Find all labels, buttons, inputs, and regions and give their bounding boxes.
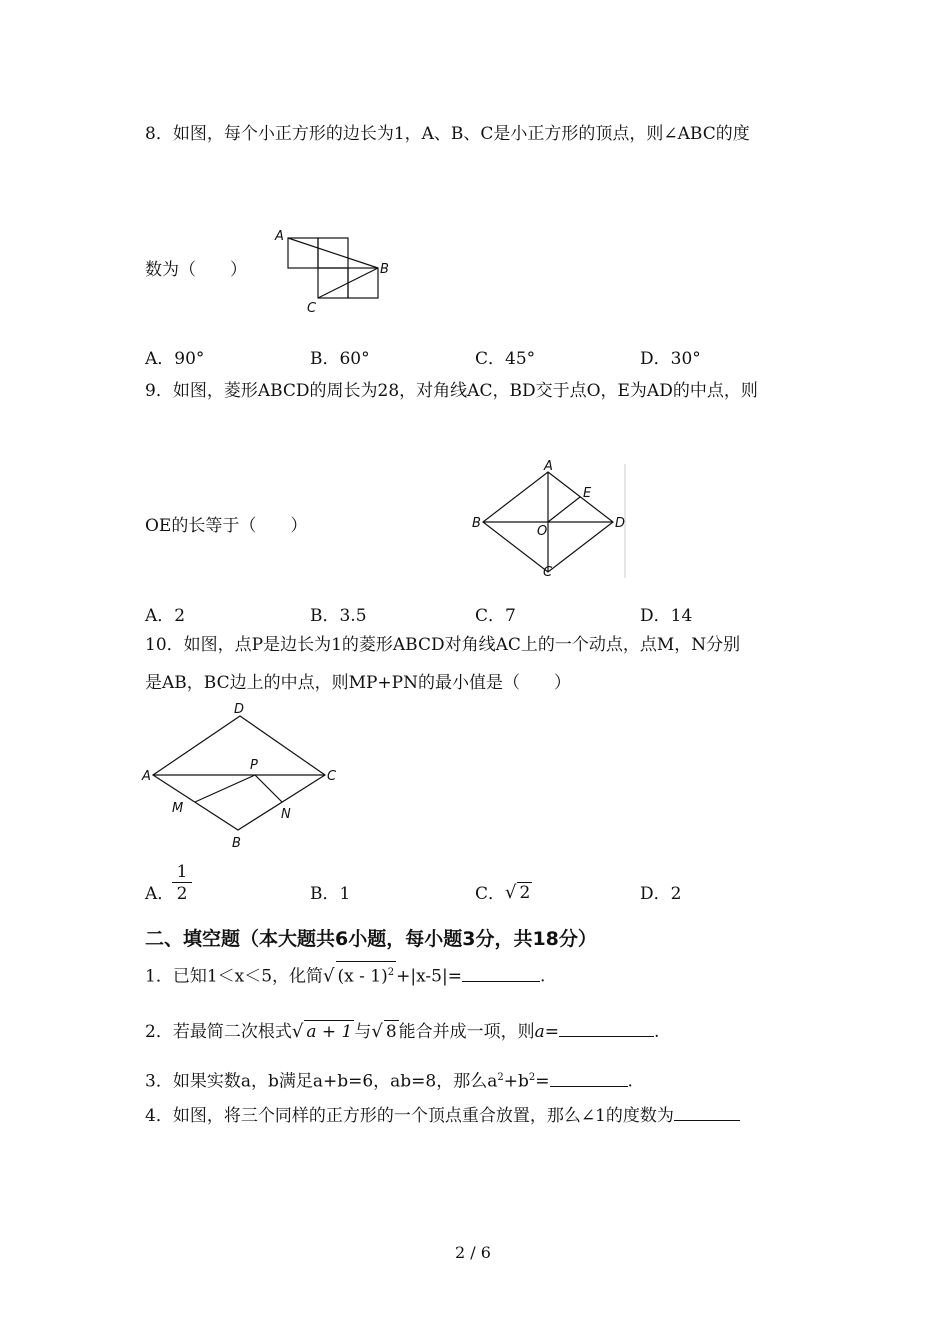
fraction-numerator: 1 (172, 862, 192, 883)
q9-option-b: B．3.5 (310, 606, 367, 626)
fill1-end: . (539, 966, 546, 987)
q10-label-b: B (232, 836, 241, 851)
q8-grid-figure (270, 226, 390, 316)
fill3-mid: +b (503, 1071, 529, 1092)
fill2-radicand-1: a + 1 (306, 1022, 353, 1042)
q10-option-c-prefix: C． (475, 884, 506, 904)
fill1-radicand: (x - 1)$^2$ (336, 961, 397, 988)
q9-label-c: C (543, 565, 553, 580)
fill1-exponent: 2 (387, 967, 395, 978)
radicand: 2 (519, 883, 531, 903)
q8-text-line1: 8．如图，每个小正方形的边长为1，A、B、C是小正方形的顶点，则∠ABC的度 (145, 124, 750, 144)
fill3-sup1: 2 (497, 1072, 504, 1083)
q8-label-c: C (307, 301, 317, 316)
q10-text-line1: 10．如图，点P是边长为1的菱形ABCD对角线AC上的一个动点，点M，N分别 (145, 635, 741, 655)
q9-label-e: E (583, 486, 592, 501)
radical-sign-icon: √ (505, 882, 517, 903)
fill1-line (145, 961, 545, 988)
q8-label-a: A (275, 229, 284, 244)
q8-text-line2: 数为（ ） (145, 260, 247, 280)
fill2-line (145, 1020, 659, 1043)
q10-label-a: A (142, 769, 151, 784)
q9-label-b: B (472, 516, 481, 531)
page-number: 2 / 6 (455, 1243, 491, 1262)
q9-option-a: A．2 (145, 606, 186, 626)
q10-rhombus-figure (140, 700, 350, 850)
fill1-suffix: +|x-5|= (396, 966, 462, 987)
fill1-prefix: 1．已知1＜x＜5，化简 (145, 966, 324, 987)
fill3-eq: = (535, 1071, 550, 1092)
fill2-mid: 与 (354, 1022, 372, 1042)
fill2-eq: = (544, 1022, 560, 1042)
q10-label-d: D (234, 702, 245, 717)
q9-text-line1: 9．如图，菱形ABCD的周长为28，对角线AC，BD交于点O，E为AD的中点，则 (145, 381, 758, 401)
q9-label-a: A (544, 459, 553, 474)
fill3-end: . (627, 1071, 633, 1092)
q9-option-d: D．14 (640, 606, 693, 626)
q10-option-a-fraction (172, 862, 192, 905)
fill2-prefix: 2．若最简二次根式 (145, 1022, 292, 1042)
radical-sign-icon: √ (291, 1021, 304, 1042)
radical-sign-icon: √ (323, 965, 335, 987)
q10-option-c-sqrt (505, 882, 532, 903)
q9-label-d: D (615, 516, 626, 531)
fill2-after: 能合并成一项，则 (398, 1022, 535, 1042)
q10-option-d: D．2 (640, 884, 682, 904)
fill4-text: 4．如图，将三个同样的正方形的一个顶点重合放置，那么∠1的度数为 (145, 1106, 674, 1126)
fill4-answer-blank[interactable] (674, 1104, 740, 1121)
fill2-end: . (654, 1022, 660, 1042)
q10-option-b: B．1 (310, 884, 351, 904)
section-heading: 二、填空题（本大题共6小题，每小题3分，共18分） (145, 928, 597, 950)
fill1-answer-blank[interactable] (462, 965, 540, 982)
q9-option-c: C．7 (475, 606, 516, 626)
fill4-line (145, 1104, 740, 1127)
q8-option-d: D．30° (640, 349, 701, 369)
q9-label-o: O (537, 524, 548, 539)
q9-rhombus-figure (470, 460, 630, 580)
q9-text-line2: OE的长等于（ ） (145, 516, 308, 536)
fill3-line (145, 1067, 633, 1093)
fill2-answer-blank[interactable] (559, 1020, 654, 1037)
q8-option-a: A．90° (145, 349, 205, 369)
fraction-denominator: 2 (176, 884, 188, 904)
q8-label-b: B (380, 262, 389, 277)
q10-label-c: C (327, 769, 337, 784)
fill2-radicand-2: 8 (385, 1022, 397, 1042)
fill3-sup2: 2 (528, 1072, 536, 1083)
fill2-variable: a (534, 1022, 545, 1042)
q10-text-line2: 是AB，BC边上的中点，则MP+PN的最小值是（ ） (145, 673, 571, 693)
q10-option-a-prefix: A． (145, 884, 175, 904)
q10-label-m: M (172, 801, 184, 816)
q8-option-c: C．45° (475, 349, 536, 369)
q10-label-p: P (250, 758, 258, 773)
fill3-answer-blank[interactable] (550, 1070, 628, 1087)
q10-label-n: N (281, 807, 291, 822)
fill3-prefix: 3．如果实数a，b满足a+b=6，ab=8，那么a (145, 1071, 498, 1092)
radical-sign-icon: √ (371, 1021, 383, 1042)
q8-option-b: B．60° (310, 349, 370, 369)
